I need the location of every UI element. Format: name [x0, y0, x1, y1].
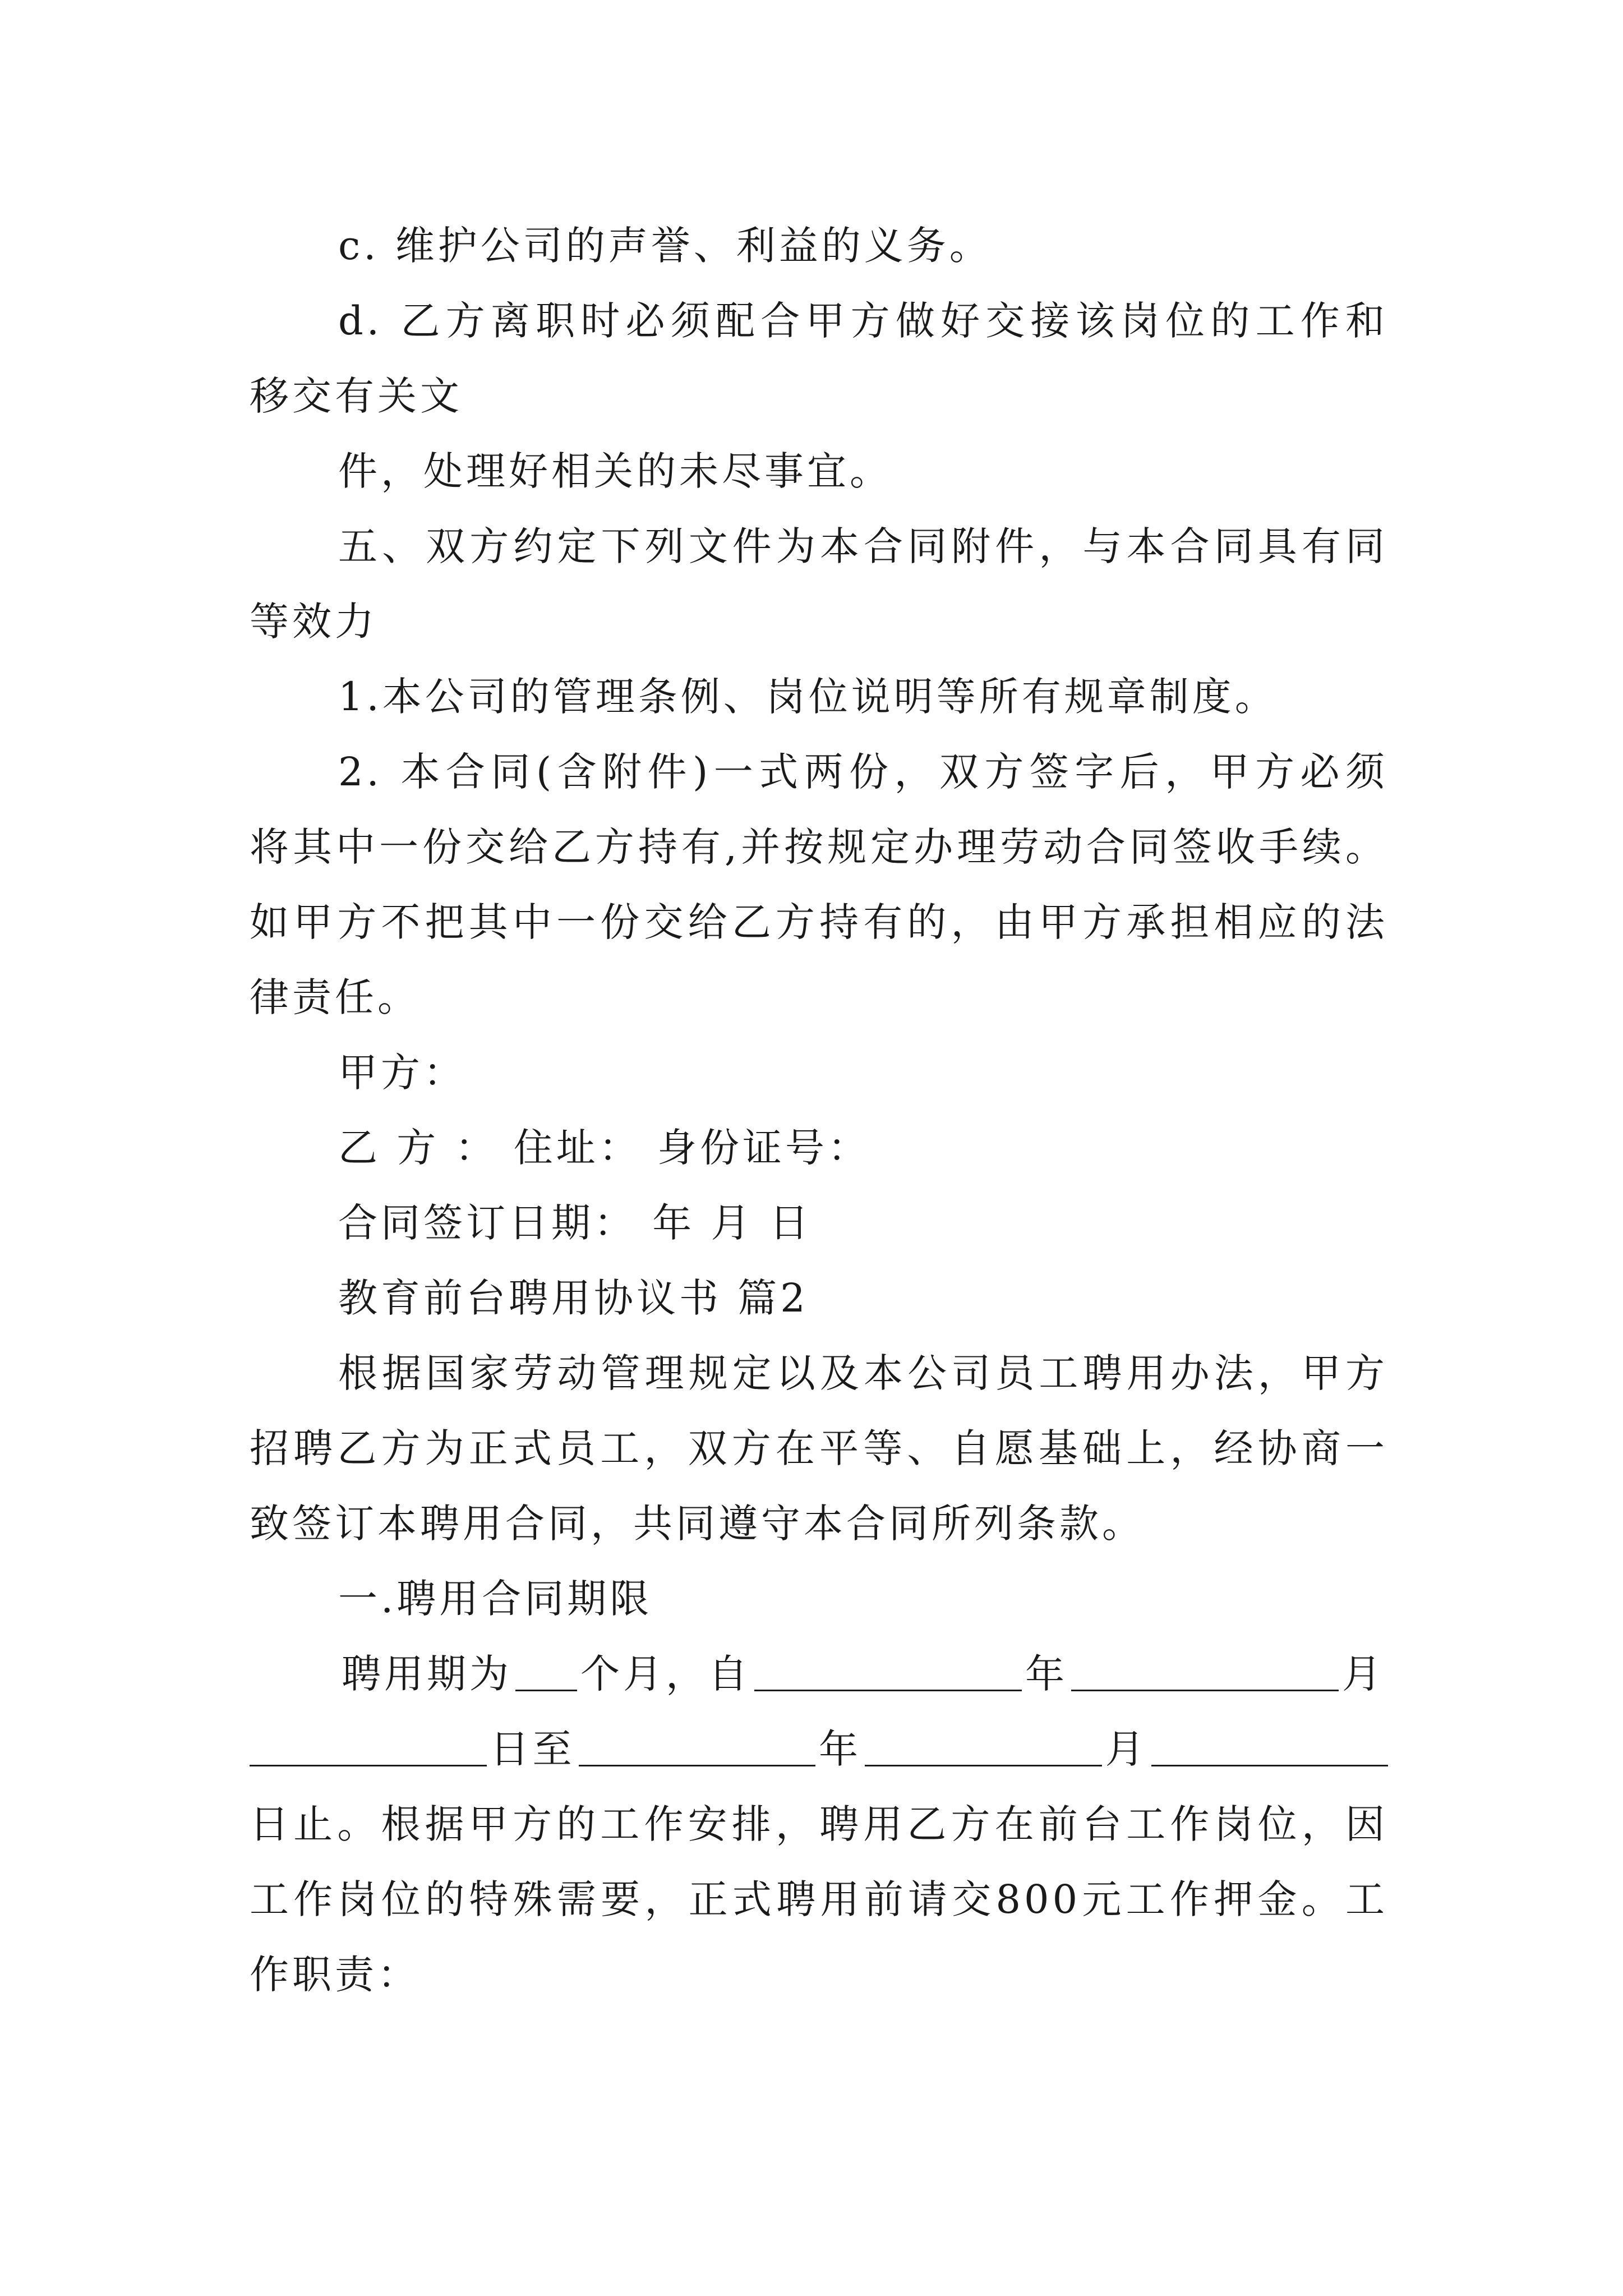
intro-line3: 致签订本聘用合同，共同遵守本合同所列条款。	[250, 1501, 1145, 1547]
item-2-line4: 律责任。	[250, 974, 420, 1020]
date-day1: 日至	[490, 1726, 575, 1772]
date-month2: 月	[1105, 1726, 1148, 1772]
term-prefix: 聘用期为	[342, 1651, 512, 1697]
clause-d-line2: 移交有关文	[250, 373, 463, 419]
clause-d-line3: 件，处理好相关的未尽事宜。	[338, 448, 892, 494]
term-months: 个月，自	[580, 1651, 751, 1697]
party-a: 甲方：	[338, 1050, 466, 1096]
section-title: 教育前台聘用协议书 篇2	[338, 1275, 809, 1321]
day1-blank	[250, 1715, 487, 1766]
date-line	[250, 1715, 1388, 1783]
section-five-line2: 等效力	[250, 599, 377, 645]
year2-blank	[579, 1715, 816, 1766]
signing-date: 合同签订日期： 年 月 日	[338, 1200, 812, 1246]
item-2-line2: 将其中一份交给乙方持有,并按规定办理劳动合同签收手续。	[250, 824, 1388, 870]
tail-line2: 工作岗位的特殊需要，正式聘用前请交800元工作押金。工	[250, 1876, 1388, 1922]
clause-c: c. 维护公司的声誉、利益的义务。	[338, 223, 992, 269]
term-month1: 月	[1342, 1651, 1385, 1697]
tail-line3: 作职责：	[250, 1952, 420, 1998]
party-b: 乙 方 ： 住址： 身份证号：	[338, 1125, 871, 1171]
year1-blank	[754, 1640, 1022, 1691]
month1-blank	[1071, 1640, 1339, 1691]
month2-blank	[865, 1715, 1102, 1766]
tail-line1: 日止。根据甲方的工作安排，聘用乙方在前台工作岗位，因	[250, 1801, 1388, 1847]
term-year1: 年	[1025, 1651, 1068, 1697]
intro-line2: 招聘乙方为正式员工，双方在平等、自愿基础上，经协商一	[250, 1425, 1388, 1471]
months-blank	[515, 1640, 577, 1691]
intro-line1: 根据国家劳动管理规定以及本公司员工聘用办法，甲方	[338, 1350, 1388, 1396]
clause-d-line1: d. 乙方离职时必须配合甲方做好交接该岗位的工作和	[338, 298, 1388, 344]
date-year2: 年	[819, 1726, 861, 1772]
item-1: 1.本公司的管理条例、岗位说明等所有规章制度。	[338, 674, 1278, 720]
heading-term: 一.聘用合同期限	[338, 1576, 653, 1622]
item-2-line3: 如甲方不把其中一份交给乙方持有的，由甲方承担相应的法	[250, 899, 1388, 945]
day2-blank	[1151, 1715, 1389, 1766]
item-2-line1: 2. 本合同(含附件)一式两份，双方签字后，甲方必须	[338, 749, 1388, 795]
term-line	[250, 1640, 1388, 1708]
section-five-line1: 五、双方约定下列文件为本合同附件，与本合同具有同	[338, 523, 1388, 569]
